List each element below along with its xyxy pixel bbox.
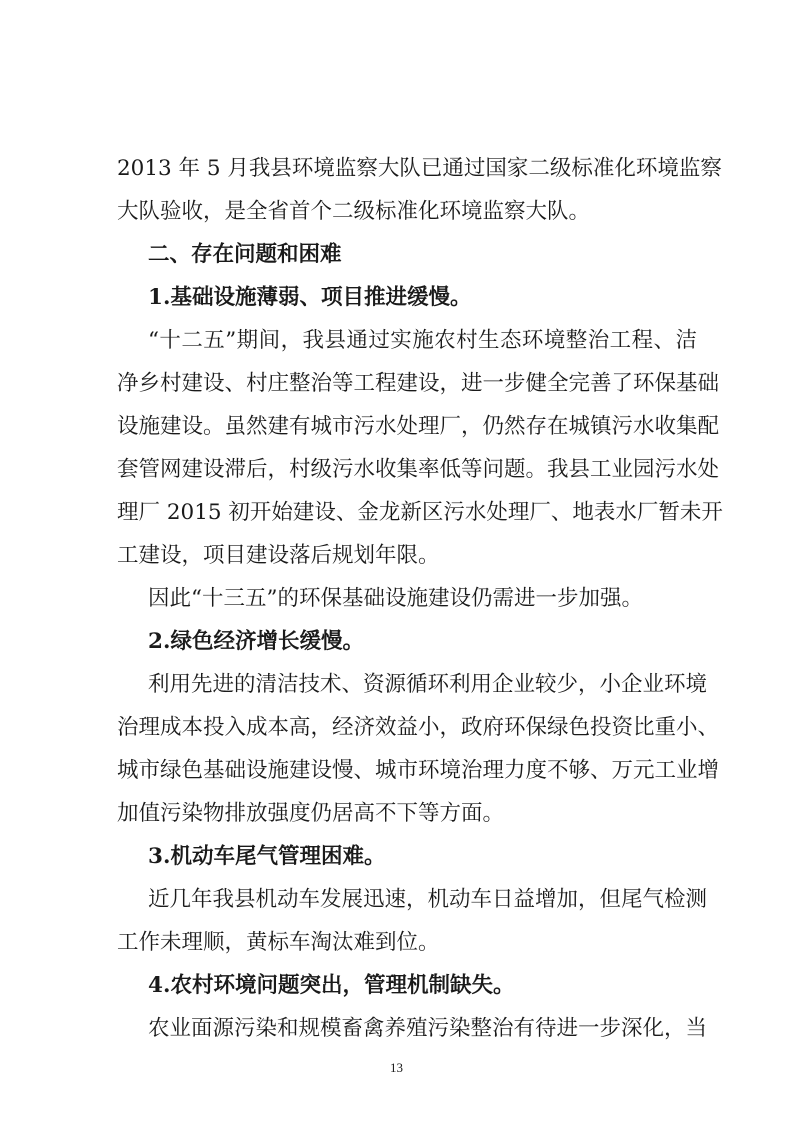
- paragraph-line: 加值污染物排放强度仍居高不下等方面。: [117, 801, 505, 826]
- subsection-heading: 3.机动车尾气管理困难。: [148, 844, 386, 869]
- paragraph-line: 2013 年 5 月我县环境监察大队已通过国家二级标准化环境监察: [117, 156, 722, 181]
- paragraph-line: 净乡村建设、村庄整治等工程建设，进一步健全完善了环保基础: [117, 371, 720, 396]
- subsection-heading: 1.基础设施薄弱、项目推进缓慢。: [148, 285, 472, 310]
- paragraph-line: 工建设，项目建设落后规划年限。: [117, 543, 440, 568]
- paragraph-line: 农业面源污染和规模畜禽养殖污染整治有待进一步深化，当: [148, 1016, 708, 1041]
- page-number: 13: [390, 1060, 403, 1075]
- paragraph-line: “十二五”期间，我县通过实施农村生态环境整治工程、洁: [148, 328, 697, 353]
- paragraph-line: 工作未理顺，黄标车淘汰难到位。: [117, 930, 440, 955]
- paragraph-line: 大队验收，是全省首个二级标准化环境监察大队。: [117, 199, 591, 224]
- paragraph-line: 近几年我县机动车发展迅速，机动车日益增加，但尾气检测: [148, 887, 708, 912]
- paragraph-line: 套管网建设滞后，村级污水收集率低等问题。我县工业园污水处: [117, 457, 720, 482]
- paragraph-line: 设施建设。虽然建有城市污水处理厂，仍然存在城镇污水收集配: [117, 414, 720, 439]
- paragraph-line: 治理成本投入成本高，经济效益小，政府环保绿色投资比重小、: [117, 715, 720, 740]
- paragraph-line: 因此“十三五”的环保基础设施建设仍需进一步加强。: [148, 586, 643, 611]
- paragraph-line: 利用先进的清洁技术、资源循环利用企业较少，小企业环境: [148, 672, 708, 697]
- paragraph-line: 理厂 2015 初开始建设、金龙新区污水处理厂、地表水厂暂未开: [117, 500, 723, 525]
- subsection-heading: 2.绿色经济增长缓慢。: [148, 629, 364, 654]
- section-heading: 二、存在问题和困难: [148, 242, 342, 267]
- paragraph-line: 城市绿色基础设施建设慢、城市环境治理力度不够、万元工业增: [117, 758, 720, 783]
- subsection-heading: 4.农村环境问题突出，管理机制缺失。: [148, 973, 515, 998]
